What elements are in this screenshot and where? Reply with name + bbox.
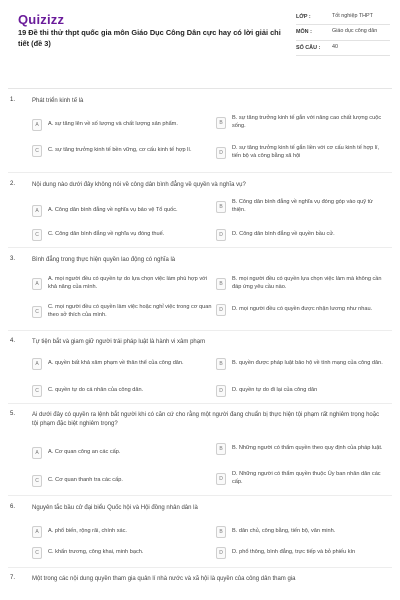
- question-separator: [8, 172, 392, 173]
- question-text: Bình đẳng trong thực hiện quyền lao động có nghĩa là: [32, 257, 176, 263]
- option-text: A. Cơ quan công an các cấp.: [48, 449, 121, 456]
- option-letter: D: [216, 304, 226, 316]
- meta-row-count: [296, 41, 390, 56]
- option-a[interactable]: [32, 358, 212, 370]
- meta-value: 40: [332, 43, 338, 50]
- meta-label: SỐ CÂU :: [296, 44, 321, 51]
- option-c[interactable]: [32, 385, 212, 397]
- question-separator: [8, 330, 392, 331]
- meta-row-class: [296, 10, 390, 25]
- option-d[interactable]: [216, 385, 386, 397]
- option-letter: D: [216, 547, 226, 559]
- option-text: A. quyền bất khả xâm phạm về thân thể của công dân.: [48, 360, 184, 367]
- option-letter: A: [32, 526, 42, 538]
- option-c[interactable]: [32, 229, 212, 241]
- option-b[interactable]: [216, 526, 386, 538]
- option-letter: A: [32, 278, 42, 290]
- option-letter: C: [32, 547, 42, 559]
- option-letter: D: [216, 385, 226, 397]
- option-text: C. quyền tự do cá nhân của công dân.: [48, 387, 144, 394]
- question-number: 6.: [10, 504, 16, 510]
- option-b[interactable]: [216, 199, 386, 214]
- option-text: A. phổ biến, rộng rãi, chính xác.: [48, 528, 127, 535]
- option-text: D. phổ thông, bình đẳng, trực tiếp và bỏ phiếu kín: [232, 549, 356, 556]
- option-d[interactable]: [216, 229, 386, 241]
- meta-row-subject: [296, 25, 390, 40]
- worksheet-title: 19 Đề thi thử thpt quốc gia môn Giáo Dục Công Dân cực hay có lời giải chi tiết (đề 3): [18, 28, 281, 48]
- option-text: B. sự tăng trưởng kinh tế gắn với nâng cao chất lượng cuộc sống.: [232, 115, 382, 129]
- option-letter: B: [216, 526, 226, 538]
- option-text: B. quyền được pháp luật bảo hộ về tính mạng của công dân.: [232, 360, 383, 367]
- option-letter: D: [216, 229, 226, 241]
- option-letter: C: [32, 306, 42, 318]
- question-number: 3.: [10, 256, 16, 262]
- meta-value: Giáo dục công dân: [332, 28, 378, 35]
- option-text: C. Công dân bình đẳng về nghĩa vụ đóng thuế.: [48, 231, 165, 238]
- option-text: D. quyền tự do đi lại của công dân: [232, 387, 318, 394]
- option-text: B. dân chủ, công bằng, tiến bộ, văn minh.: [232, 528, 336, 535]
- option-text: A. sự tăng lên về số lượng và chất lượng sản phẩm.: [48, 121, 178, 128]
- option-text: D. sự tăng trưởng kinh tế gắn liền với cơ cấu kinh tế hợp lí, tiến bộ và công bằng xã hội: [232, 145, 380, 159]
- question-number: 4.: [10, 338, 16, 344]
- question-separator: [8, 403, 392, 404]
- worksheet-header: [0, 0, 400, 86]
- option-letter: B: [216, 358, 226, 370]
- question-number: 7.: [10, 575, 16, 581]
- option-a[interactable]: [32, 526, 212, 538]
- option-text: D. Những người có thẩm quyền thuộc Ủy ban nhân dân các cấp.: [232, 471, 381, 485]
- option-letter: C: [32, 475, 42, 487]
- option-letter: A: [32, 358, 42, 370]
- question-text: Phát triển kinh tế là: [32, 98, 84, 104]
- option-d[interactable]: [216, 304, 386, 316]
- meta-value: Tốt nghiệp THPT: [332, 13, 373, 19]
- option-text: C. sự tăng trưởng kinh tế bền vững, cơ cấu kinh tế hợp lí.: [48, 147, 192, 154]
- option-letter: A: [32, 447, 42, 459]
- header-divider: [8, 88, 392, 89]
- option-text: B. Những người có thẩm quyền theo quy định của pháp luật.: [232, 445, 383, 452]
- option-text: D. Công dân bình đẳng về quyền bầu cử.: [232, 231, 335, 238]
- question-separator: [8, 495, 392, 496]
- option-text: B. Công dân bình đẳng về nghĩa vụ đóng góp vào quỹ từ thiện.: [232, 199, 373, 213]
- option-text: D. mọi người đều có quyền được nhận lương như nhau.: [232, 306, 373, 313]
- question-text: Một trong các nội dung quyền tham gia quản lí nhà nước và xã hội là quyền của công dân tham gia: [32, 576, 296, 582]
- option-letter: B: [216, 443, 226, 455]
- option-letter: A: [32, 119, 42, 131]
- question-text: Nguyên tắc bầu cử đại biểu Quốc hội và Hội đồng nhân dân là: [32, 505, 198, 511]
- question-separator: [8, 567, 392, 568]
- option-c[interactable]: [32, 145, 212, 157]
- option-text: C. khẩn trương, công khai, minh bạch.: [48, 549, 144, 556]
- option-c[interactable]: [32, 475, 212, 487]
- option-b[interactable]: [216, 115, 386, 130]
- meta-label: LỚP :: [296, 14, 311, 20]
- option-text: B. mọi người đều có quyền lựa chọn việc làm mà không cần đáp ứng yêu cầu nào.: [232, 276, 382, 290]
- option-letter: B: [216, 201, 226, 213]
- option-text: C. mọi người đều có quyền làm việc hoặc nghỉ việc trong cơ quan theo sở thích của mình.: [48, 304, 212, 318]
- option-letter: C: [32, 145, 42, 157]
- option-letter: D: [216, 473, 226, 485]
- option-text: A. mọi người đều có quyền tự do lựa chọn việc làm phù hợp với khả năng của mình.: [48, 276, 208, 290]
- option-c[interactable]: [32, 304, 212, 319]
- option-d[interactable]: [216, 145, 386, 160]
- option-text: A. Công dân bình đẳng về nghĩa vụ bảo vệ Tổ quốc.: [48, 207, 178, 214]
- question-number: 5.: [10, 411, 16, 417]
- option-a[interactable]: [32, 447, 212, 459]
- option-letter: A: [32, 205, 42, 217]
- option-a[interactable]: [32, 276, 212, 291]
- meta-box: [296, 10, 390, 56]
- option-a[interactable]: [32, 119, 212, 131]
- option-d[interactable]: [216, 547, 386, 559]
- option-d[interactable]: [216, 471, 386, 486]
- question-number: 2.: [10, 181, 16, 187]
- option-b[interactable]: [216, 276, 386, 291]
- quizizz-logo: Quizizz: [18, 12, 65, 27]
- option-letter: C: [32, 229, 42, 241]
- option-b[interactable]: [216, 358, 386, 370]
- question-separator: [8, 247, 392, 248]
- option-letter: C: [32, 385, 42, 397]
- question-text: Tự tiện bắt và giam giữ người trái pháp luật là hành vi xâm phạm: [32, 339, 206, 345]
- question-text: Nội dung nào dưới đây không nói về công dân bình đẳng về quyền và nghĩa vụ?: [32, 182, 246, 188]
- question-text: Ai dưới đây có quyền ra lệnh bắt người khi có căn cứ cho rằng một người đang chuẩn bị thực hiện tội phạm rất nghiêm trọng hoặc tội phạm đặc biệt nghiêm trọng?: [32, 412, 380, 427]
- option-letter: D: [216, 147, 226, 159]
- option-b[interactable]: [216, 443, 386, 455]
- meta-label: MÔN :: [296, 29, 312, 36]
- option-letter: B: [216, 278, 226, 290]
- option-c[interactable]: [32, 547, 212, 559]
- option-text: C. Cơ quan thanh tra các cấp.: [48, 477, 123, 484]
- option-a[interactable]: [32, 205, 212, 217]
- option-letter: B: [216, 117, 226, 129]
- question-number: 1.: [10, 97, 16, 103]
